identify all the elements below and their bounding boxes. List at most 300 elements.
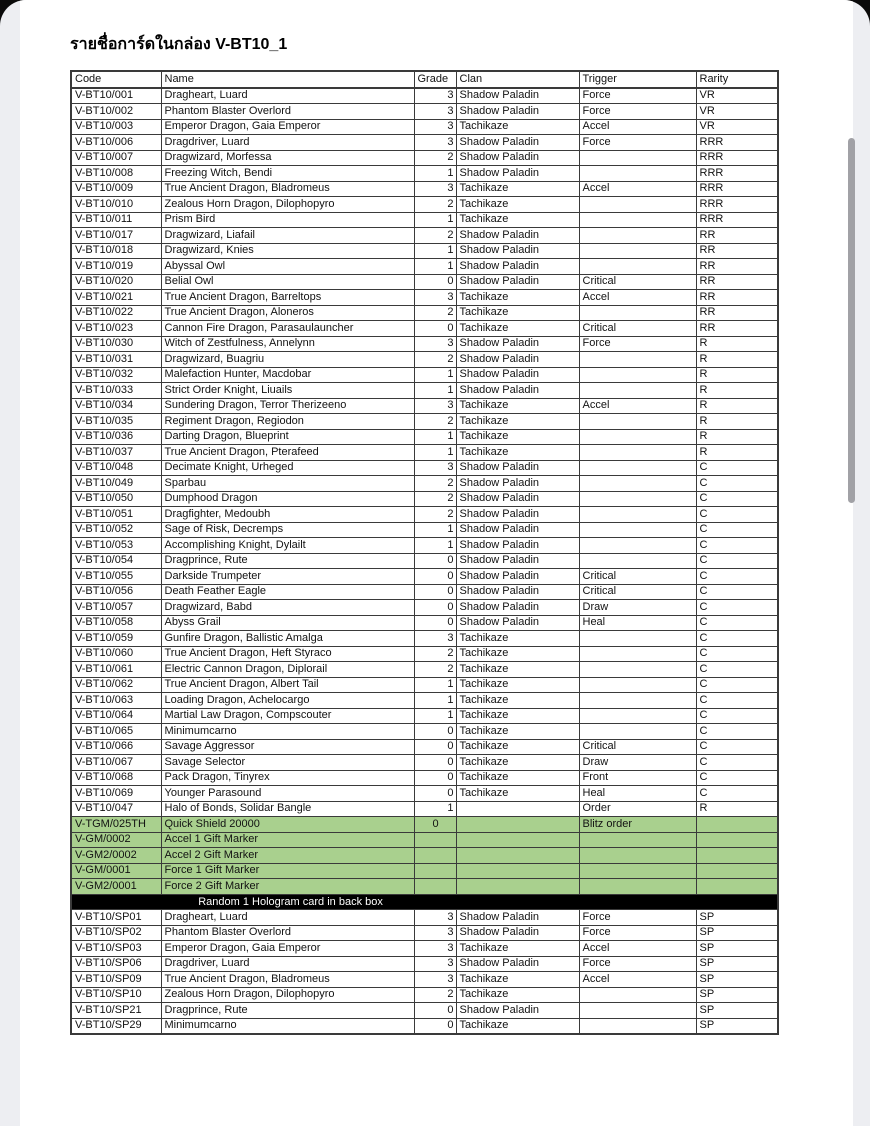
cell-rarity <box>696 832 778 848</box>
cell-trigger <box>579 429 696 445</box>
cell-trigger: Critical <box>579 569 696 585</box>
table-row <box>71 739 778 755</box>
cell-clan: Shadow Paladin <box>456 476 579 492</box>
cell-grade: 1 <box>414 801 456 817</box>
cell-grade: 2 <box>414 150 456 166</box>
cell-grade: 1 <box>414 538 456 554</box>
table-row <box>71 708 778 724</box>
cell-grade: 0 <box>414 724 456 740</box>
cell-trigger <box>579 832 696 848</box>
cell-clan: Tachikaze <box>456 445 579 461</box>
cell-trigger <box>579 414 696 430</box>
table-body <box>71 88 778 1035</box>
cell-trigger: Order <box>579 801 696 817</box>
table-row <box>71 538 778 554</box>
cell-code: V-BT10/030 <box>71 336 161 352</box>
cell-trigger <box>579 197 696 213</box>
cell-name: Younger Parasound <box>161 786 414 802</box>
cell-grade: 3 <box>414 925 456 941</box>
cell-clan: Shadow Paladin <box>456 336 579 352</box>
cell-code: V-GM/0001 <box>71 863 161 879</box>
cell-grade: 2 <box>414 352 456 368</box>
cell-grade: 0 <box>414 770 456 786</box>
cell-trigger: Draw <box>579 600 696 616</box>
cell-code: V-BT10/020 <box>71 274 161 290</box>
table-row <box>71 88 778 104</box>
cell-code: V-BT10/047 <box>71 801 161 817</box>
cell-rarity <box>696 879 778 895</box>
cell-code: V-BT10/054 <box>71 553 161 569</box>
cell-clan: Shadow Paladin <box>456 910 579 926</box>
cell-name: Zealous Horn Dragon, Dilophopyro <box>161 987 414 1003</box>
cell-rarity: C <box>696 491 778 507</box>
cell-rarity: RRR <box>696 181 778 197</box>
table-row <box>71 910 778 926</box>
cell-trigger <box>579 646 696 662</box>
table-row <box>71 491 778 507</box>
table-row <box>71 228 778 244</box>
cell-trigger: Critical <box>579 739 696 755</box>
cell-rarity: C <box>696 770 778 786</box>
table-row <box>71 1003 778 1019</box>
cell-name: Phantom Blaster Overlord <box>161 925 414 941</box>
table-row <box>71 584 778 600</box>
cell-grade: 3 <box>414 956 456 972</box>
cell-grade: 2 <box>414 305 456 321</box>
cell-trigger <box>579 491 696 507</box>
cell-trigger <box>579 305 696 321</box>
cell-code: V-BT10/SP29 <box>71 1018 161 1034</box>
cell-name: Dragheart, Luard <box>161 88 414 104</box>
cell-name: Sparbau <box>161 476 414 492</box>
table-row <box>71 336 778 352</box>
cell-grade: 3 <box>414 631 456 647</box>
cell-grade: 2 <box>414 662 456 678</box>
cell-grade: 0 <box>414 615 456 631</box>
cell-code: V-BT10/053 <box>71 538 161 554</box>
cell-code: V-BT10/002 <box>71 104 161 120</box>
cell-name: Death Feather Eagle <box>161 584 414 600</box>
cell-grade: 1 <box>414 383 456 399</box>
table-row <box>71 135 778 151</box>
cell-clan: Shadow Paladin <box>456 228 579 244</box>
cell-grade: 3 <box>414 181 456 197</box>
cell-rarity <box>696 863 778 879</box>
cell-rarity: C <box>696 538 778 554</box>
cell-name: Martial Law Dragon, Compscouter <box>161 708 414 724</box>
cell-clan: Shadow Paladin <box>456 507 579 523</box>
cell-code: V-BT10/017 <box>71 228 161 244</box>
cell-trigger <box>579 445 696 461</box>
cell-name: Sage of Risk, Decremps <box>161 522 414 538</box>
cell-clan: Tachikaze <box>456 414 579 430</box>
cell-trigger: Accel <box>579 119 696 135</box>
cell-rarity: SP <box>696 1018 778 1034</box>
cell-code: V-BT10/059 <box>71 631 161 647</box>
cell-grade: 1 <box>414 367 456 383</box>
cell-name: Dragheart, Luard <box>161 910 414 926</box>
cell-code: V-BT10/SP02 <box>71 925 161 941</box>
cell-code: V-BT10/060 <box>71 646 161 662</box>
document-page <box>20 0 853 1126</box>
cell-grade: 0 <box>414 569 456 585</box>
cell-name: Accomplishing Knight, Dylailt <box>161 538 414 554</box>
cell-rarity: C <box>696 755 778 771</box>
cell-clan: Tachikaze <box>456 119 579 135</box>
cell-name: Force 2 Gift Marker <box>161 879 414 895</box>
cell-clan: Tachikaze <box>456 972 579 988</box>
cell-code: V-BT10/064 <box>71 708 161 724</box>
cell-rarity: C <box>696 724 778 740</box>
cell-name: Regiment Dragon, Regiodon <box>161 414 414 430</box>
cell-grade: 0 <box>414 600 456 616</box>
cell-grade: 1 <box>414 708 456 724</box>
cell-trigger: Force <box>579 336 696 352</box>
column-header-clan: Clan <box>456 71 579 88</box>
cell-clan <box>456 832 579 848</box>
cell-grade: 1 <box>414 677 456 693</box>
cell-trigger <box>579 228 696 244</box>
cell-trigger: Accel <box>579 290 696 306</box>
cell-name: Zealous Horn Dragon, Dilophopyro <box>161 197 414 213</box>
table-row <box>71 383 778 399</box>
table-row <box>71 398 778 414</box>
cell-rarity: SP <box>696 910 778 926</box>
cell-name: Freezing Witch, Bendi <box>161 166 414 182</box>
cell-clan: Shadow Paladin <box>456 274 579 290</box>
cell-name: True Ancient Dragon, Heft Styraco <box>161 646 414 662</box>
cell-code: V-BT10/SP09 <box>71 972 161 988</box>
cell-code: V-BT10/021 <box>71 290 161 306</box>
table-row <box>71 987 778 1003</box>
cell-clan: Tachikaze <box>456 708 579 724</box>
cell-code: V-BT10/SP01 <box>71 910 161 926</box>
cell-name: Dragprince, Rute <box>161 553 414 569</box>
cell-code: V-BT10/018 <box>71 243 161 259</box>
cell-grade: 2 <box>414 507 456 523</box>
cell-name: Prism Bird <box>161 212 414 228</box>
table-header <box>71 71 778 88</box>
cell-clan: Shadow Paladin <box>456 600 579 616</box>
table-row <box>71 863 778 879</box>
cell-clan: Shadow Paladin <box>456 925 579 941</box>
table-row <box>71 662 778 678</box>
cell-name: Decimate Knight, Urheged <box>161 460 414 476</box>
cell-name: True Ancient Dragon, Aloneros <box>161 305 414 321</box>
cell-rarity: C <box>696 662 778 678</box>
cell-code: V-BT10/056 <box>71 584 161 600</box>
cell-clan: Shadow Paladin <box>456 166 579 182</box>
cell-grade: 0 <box>414 584 456 600</box>
cell-trigger: Force <box>579 910 696 926</box>
cell-rarity: C <box>696 739 778 755</box>
table-row <box>71 569 778 585</box>
cell-clan: Shadow Paladin <box>456 615 579 631</box>
cell-clan: Shadow Paladin <box>456 956 579 972</box>
cell-grade <box>414 832 456 848</box>
cell-clan: Shadow Paladin <box>456 553 579 569</box>
cell-trigger <box>579 708 696 724</box>
cell-name: True Ancient Dragon, Barreltops <box>161 290 414 306</box>
cell-grade: 3 <box>414 460 456 476</box>
cell-rarity: RR <box>696 228 778 244</box>
cell-trigger <box>579 367 696 383</box>
cell-code: V-BT10/069 <box>71 786 161 802</box>
cell-clan: Shadow Paladin <box>456 352 579 368</box>
cell-name: Sundering Dragon, Terror Therizeeno <box>161 398 414 414</box>
cell-trigger <box>579 352 696 368</box>
cell-clan: Tachikaze <box>456 1018 579 1034</box>
cell-code: V-BT10/049 <box>71 476 161 492</box>
cell-trigger <box>579 507 696 523</box>
scrollbar-thumb[interactable] <box>848 138 855 503</box>
cell-trigger <box>579 677 696 693</box>
cell-name: Dragwizard, Knies <box>161 243 414 259</box>
cell-clan <box>456 848 579 864</box>
cell-code: V-BT10/023 <box>71 321 161 337</box>
cell-trigger: Force <box>579 956 696 972</box>
cell-grade: 0 <box>414 786 456 802</box>
cell-code: V-BT10/062 <box>71 677 161 693</box>
cell-grade: 3 <box>414 104 456 120</box>
table-row <box>71 290 778 306</box>
table-row <box>71 429 778 445</box>
cell-rarity: C <box>696 600 778 616</box>
cell-rarity: RR <box>696 305 778 321</box>
cell-code: V-BT10/SP03 <box>71 941 161 957</box>
table-row <box>71 212 778 228</box>
table-row <box>71 522 778 538</box>
cell-name: True Ancient Dragon, Pterafeed <box>161 445 414 461</box>
cell-clan: Tachikaze <box>456 770 579 786</box>
cell-grade: 1 <box>414 243 456 259</box>
table-row <box>71 972 778 988</box>
cell-code: V-TGM/025TH <box>71 817 161 833</box>
cell-grade: 1 <box>414 166 456 182</box>
table-row <box>71 786 778 802</box>
cell-trigger <box>579 243 696 259</box>
table-row <box>71 104 778 120</box>
cell-code: V-BT10/068 <box>71 770 161 786</box>
table-row <box>71 259 778 275</box>
cell-name: Darting Dragon, Blueprint <box>161 429 414 445</box>
cell-grade: 3 <box>414 135 456 151</box>
cell-name: Phantom Blaster Overlord <box>161 104 414 120</box>
cell-trigger: Critical <box>579 274 696 290</box>
cell-clan: Shadow Paladin <box>456 150 579 166</box>
cell-rarity: R <box>696 414 778 430</box>
cell-code: V-BT10/SP10 <box>71 987 161 1003</box>
cell-rarity: SP <box>696 941 778 957</box>
cell-code: V-BT10/065 <box>71 724 161 740</box>
cell-code: V-BT10/019 <box>71 259 161 275</box>
cell-code: V-BT10/048 <box>71 460 161 476</box>
cell-trigger <box>579 863 696 879</box>
cell-name: Malefaction Hunter, Macdobar <box>161 367 414 383</box>
cell-clan <box>456 801 579 817</box>
table-row <box>71 352 778 368</box>
header-row <box>71 71 778 88</box>
cell-code: V-BT10/003 <box>71 119 161 135</box>
cell-grade: 1 <box>414 522 456 538</box>
cell-rarity: C <box>696 708 778 724</box>
cell-code: V-BT10/037 <box>71 445 161 461</box>
cell-grade: 3 <box>414 119 456 135</box>
table-row <box>71 181 778 197</box>
cell-trigger: Front <box>579 770 696 786</box>
cell-clan: Shadow Paladin <box>456 569 579 585</box>
cell-trigger: Critical <box>579 321 696 337</box>
cell-rarity: C <box>696 553 778 569</box>
cell-trigger <box>579 150 696 166</box>
cell-code: V-BT10/SP21 <box>71 1003 161 1019</box>
column-header-name: Name <box>161 71 414 88</box>
cell-clan: Tachikaze <box>456 321 579 337</box>
cell-name: Accel 2 Gift Marker <box>161 848 414 864</box>
cell-rarity: C <box>696 522 778 538</box>
cell-trigger <box>579 522 696 538</box>
cell-clan: Tachikaze <box>456 181 579 197</box>
cell-grade: 2 <box>414 987 456 1003</box>
table-row <box>71 817 778 833</box>
cell-clan: Tachikaze <box>456 755 579 771</box>
cell-trigger <box>579 724 696 740</box>
cell-grade <box>414 848 456 864</box>
table-row <box>71 476 778 492</box>
cell-name: Cannon Fire Dragon, Parasaulauncher <box>161 321 414 337</box>
cell-trigger <box>579 848 696 864</box>
cell-grade: 0 <box>414 1003 456 1019</box>
cell-name: Witch of Zestfulness, Annelynn <box>161 336 414 352</box>
cell-code: V-BT10/036 <box>71 429 161 445</box>
cell-clan: Shadow Paladin <box>456 383 579 399</box>
cell-clan: Tachikaze <box>456 398 579 414</box>
cell-code: V-BT10/063 <box>71 693 161 709</box>
cell-name: Electric Cannon Dragon, Diplorail <box>161 662 414 678</box>
cell-grade: 1 <box>414 693 456 709</box>
cell-rarity: VR <box>696 88 778 104</box>
cell-clan: Shadow Paladin <box>456 522 579 538</box>
cell-trigger <box>579 693 696 709</box>
cell-code: V-BT10/067 <box>71 755 161 771</box>
cell-rarity: RR <box>696 259 778 275</box>
cell-trigger: Accel <box>579 181 696 197</box>
cell-code: V-BT10/055 <box>71 569 161 585</box>
cell-name: Accel 1 Gift Marker <box>161 832 414 848</box>
cell-grade: 2 <box>414 197 456 213</box>
cell-code: V-BT10/066 <box>71 739 161 755</box>
cell-name: Abyssal Owl <box>161 259 414 275</box>
cell-name: Minimumcarno <box>161 1018 414 1034</box>
cell-code: V-BT10/007 <box>71 150 161 166</box>
cell-grade: 2 <box>414 646 456 662</box>
table-row <box>71 848 778 864</box>
cell-clan <box>456 879 579 895</box>
cell-trigger: Force <box>579 925 696 941</box>
cell-rarity: SP <box>696 987 778 1003</box>
cell-clan: Shadow Paladin <box>456 491 579 507</box>
cell-rarity: R <box>696 429 778 445</box>
cell-trigger <box>579 166 696 182</box>
cell-trigger <box>579 476 696 492</box>
cell-name: True Ancient Dragon, Albert Tail <box>161 677 414 693</box>
cell-clan: Shadow Paladin <box>456 104 579 120</box>
table-row <box>71 274 778 290</box>
cell-clan: Shadow Paladin <box>456 135 579 151</box>
cell-trigger: Blitz order <box>579 817 696 833</box>
table-row <box>71 677 778 693</box>
cell-trigger: Heal <box>579 615 696 631</box>
cell-trigger: Accel <box>579 972 696 988</box>
cell-name: Dragdriver, Luard <box>161 956 414 972</box>
cell-name: Dragfighter, Medoubh <box>161 507 414 523</box>
table-row <box>71 631 778 647</box>
cell-trigger: Accel <box>579 941 696 957</box>
cell-rarity: R <box>696 336 778 352</box>
cell-name: Dragdriver, Luard <box>161 135 414 151</box>
table-row <box>71 119 778 135</box>
table-row <box>71 166 778 182</box>
table-row <box>71 553 778 569</box>
cell-trigger <box>579 460 696 476</box>
cell-rarity: RRR <box>696 197 778 213</box>
cell-rarity: RR <box>696 243 778 259</box>
cell-grade: 1 <box>414 445 456 461</box>
table-row <box>71 305 778 321</box>
cell-rarity: C <box>696 631 778 647</box>
cell-rarity: C <box>696 584 778 600</box>
cell-trigger <box>579 538 696 554</box>
cell-code: V-BT10/057 <box>71 600 161 616</box>
cell-name: Gunfire Dragon, Ballistic Amalga <box>161 631 414 647</box>
cell-name: Darkside Trumpeter <box>161 569 414 585</box>
cell-trigger: Force <box>579 88 696 104</box>
table-row <box>71 367 778 383</box>
cell-clan: Tachikaze <box>456 662 579 678</box>
cell-trigger <box>579 662 696 678</box>
cell-rarity: C <box>696 615 778 631</box>
table-row <box>71 941 778 957</box>
cell-grade: 1 <box>414 212 456 228</box>
cell-rarity: C <box>696 507 778 523</box>
cell-grade: 0 <box>414 817 456 833</box>
table-row <box>71 724 778 740</box>
cell-rarity: VR <box>696 119 778 135</box>
cell-clan: Tachikaze <box>456 677 579 693</box>
cell-grade: 2 <box>414 414 456 430</box>
cell-grade: 1 <box>414 429 456 445</box>
cell-rarity: C <box>696 677 778 693</box>
cell-clan: Shadow Paladin <box>456 88 579 104</box>
card-list-table <box>70 70 779 1035</box>
cell-name: True Ancient Dragon, Bladromeus <box>161 972 414 988</box>
separator-cell <box>71 894 778 910</box>
cell-grade <box>414 863 456 879</box>
cell-grade: 0 <box>414 553 456 569</box>
cell-grade: 3 <box>414 290 456 306</box>
table-row <box>71 197 778 213</box>
cell-code: V-BT10/008 <box>71 166 161 182</box>
cell-rarity: RR <box>696 290 778 306</box>
cell-name: Dragprince, Rute <box>161 1003 414 1019</box>
cell-trigger: Heal <box>579 786 696 802</box>
cell-clan: Shadow Paladin <box>456 1003 579 1019</box>
cell-clan: Shadow Paladin <box>456 367 579 383</box>
cell-trigger <box>579 1018 696 1034</box>
cell-name: Abyss Grail <box>161 615 414 631</box>
cell-trigger <box>579 1003 696 1019</box>
cell-trigger <box>579 631 696 647</box>
